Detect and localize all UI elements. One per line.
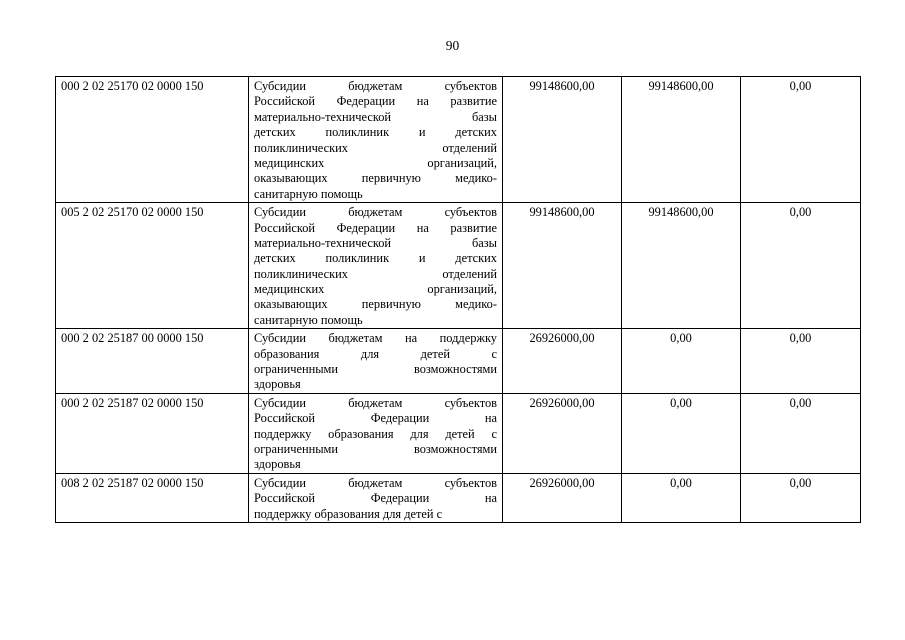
description-line: поддержку образования для детей с	[254, 426, 497, 441]
description-cell	[249, 393, 503, 473]
budget-code-cell: 000 2 02 25170 02 0000 150	[56, 77, 249, 203]
budget-table	[55, 76, 861, 523]
description-line: поддержку образования для детей с	[254, 506, 443, 521]
table-body	[56, 77, 861, 523]
description-line: Субсидии бюджетам на поддержку	[254, 331, 497, 346]
description-line: Субсидии бюджетам субъектов	[254, 475, 497, 490]
approved-amount-cell: 99148600,00	[503, 77, 622, 203]
description-line: медицинских организаций,	[254, 155, 497, 170]
description-line: материально-технической базы	[254, 235, 497, 250]
description-line: Субсидии бюджетам субъектов	[254, 79, 497, 93]
third-amount-cell: 0,00	[741, 473, 861, 522]
budget-code-cell: 005 2 02 25170 02 0000 150	[56, 203, 249, 329]
executed-amount-cell: 99148600,00	[622, 77, 741, 203]
page-number: 90	[445, 38, 460, 53]
description-line: Российской Федерации на	[254, 411, 497, 426]
approved-amount-cell: 26926000,00	[503, 473, 622, 522]
description-line: Российской Федерации на развитие	[254, 94, 497, 109]
table-row	[56, 473, 861, 522]
description-line: Субсидии бюджетам субъектов	[254, 395, 497, 410]
description-line: ограниченными возможностями	[254, 441, 497, 456]
description-line: оказывающих первичную медико-	[254, 171, 497, 186]
description-line: образования для детей с	[254, 346, 497, 361]
table-row	[56, 203, 861, 329]
third-amount-cell: 0,00	[741, 393, 861, 473]
executed-amount-cell: 99148600,00	[622, 203, 741, 329]
table-row	[56, 77, 861, 203]
description-line: Российской Федерации на развитие	[254, 220, 497, 235]
description-line: медицинских организаций,	[254, 282, 497, 297]
budget-code-cell: 000 2 02 25187 00 0000 150	[56, 329, 249, 394]
description-line: материально-технической базы	[254, 109, 497, 124]
description-line: санитарную помощь	[254, 186, 363, 201]
third-amount-cell: 0,00	[741, 203, 861, 329]
table-row	[56, 329, 861, 394]
description-line: детских поликлиник и детских	[254, 251, 497, 266]
description-line: поликлинических отделений	[254, 140, 497, 155]
executed-amount-cell: 0,00	[622, 473, 741, 522]
approved-amount-cell: 99148600,00	[503, 203, 622, 329]
budget-code-cell: 008 2 02 25187 02 0000 150	[56, 473, 249, 522]
description-cell	[249, 473, 503, 522]
executed-amount-cell: 0,00	[622, 393, 741, 473]
approved-amount-cell: 26926000,00	[503, 329, 622, 394]
description-line: оказывающих первичную медико-	[254, 297, 497, 312]
approved-amount-cell: 26926000,00	[503, 393, 622, 473]
description-cell	[249, 77, 503, 203]
third-amount-cell: 0,00	[741, 329, 861, 394]
description-line: поликлинических отделений	[254, 266, 497, 281]
description-cell	[249, 329, 503, 394]
description-line: здоровья	[254, 377, 301, 392]
third-amount-cell: 0,00	[741, 77, 861, 203]
description-line: здоровья	[254, 457, 301, 472]
description-line: Субсидии бюджетам субъектов	[254, 205, 497, 220]
description-line: детских поликлиник и детских	[254, 125, 497, 140]
budget-code-cell: 000 2 02 25187 02 0000 150	[56, 393, 249, 473]
description-line: ограниченными возможностями	[254, 362, 497, 377]
table-row	[56, 393, 861, 473]
description-line: санитарную помощь	[254, 312, 363, 327]
description-line: Российской Федерации на	[254, 491, 497, 506]
description-cell	[249, 203, 503, 329]
executed-amount-cell: 0,00	[622, 329, 741, 394]
